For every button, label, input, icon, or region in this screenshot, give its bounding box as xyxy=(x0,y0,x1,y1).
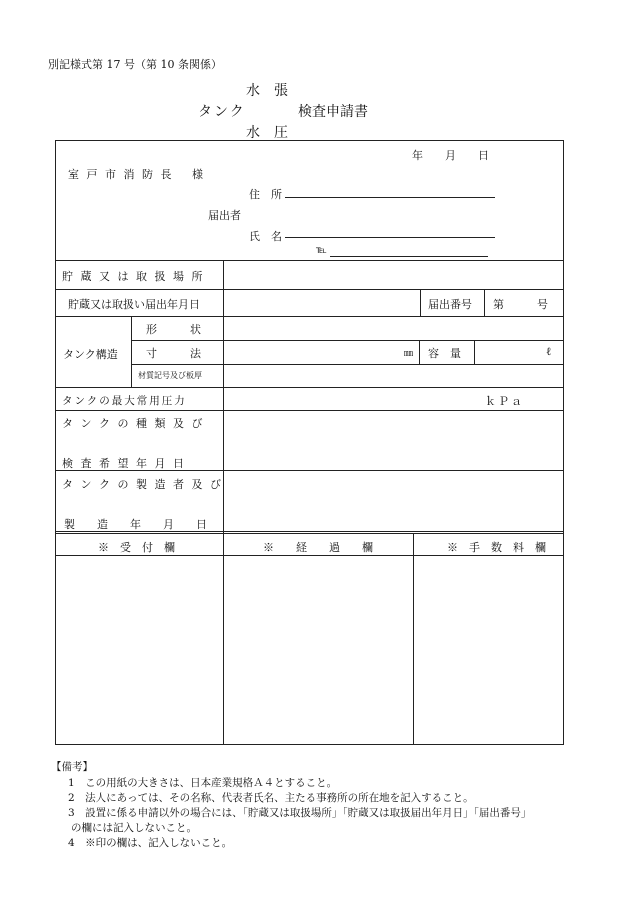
tank-type-label: タ ン ク の 種 類 及 び xyxy=(62,417,205,430)
title-water-pressure: 水 圧 xyxy=(246,125,288,141)
note-3: 3 設置に係る申請以外の場合には、「貯蔵又は取扱場所」「貯蔵又は取扱届出年月日」「届出番号」 xyxy=(68,807,532,819)
note-4: 4 ※印の欄は、記入しないこと。 xyxy=(68,837,233,849)
fee-header: ※ 手 数 料 欄 xyxy=(447,541,546,554)
storage-date-field[interactable] xyxy=(224,290,419,316)
shape-field[interactable] xyxy=(224,317,563,340)
form-reference: 別記様式第 17 号（第 10 条関係） xyxy=(48,58,222,71)
title-water-fill: 水 張 xyxy=(246,83,288,99)
progress-header: ※ 経 過 欄 xyxy=(263,541,373,554)
reception-header: ※ 受 付 欄 xyxy=(98,541,175,554)
inspection-date-label: 検 査 希 望 年 月 日 xyxy=(62,457,186,470)
date-line: 年 月 日 xyxy=(412,149,489,162)
note-1: 1 この用紙の大きさは、日本産業規格Ａ４とすること。 xyxy=(68,777,338,789)
address-field[interactable] xyxy=(285,197,495,198)
filing-number-label: 届出番号 xyxy=(428,298,472,311)
name-label: 氏 名 xyxy=(249,230,282,243)
addressee: 室 戸 市 消 防 長 様 xyxy=(68,168,205,181)
tank-type-field[interactable] xyxy=(224,411,563,470)
capacity-label: 容 量 xyxy=(428,347,461,360)
material-field[interactable] xyxy=(224,365,563,387)
material-label: 材質記号及び板厚 xyxy=(138,371,202,380)
title-tank: タンク xyxy=(198,104,246,120)
dimension-label: 寸 法 xyxy=(146,347,201,360)
storage-date-label: 貯蔵又は取扱い届出年月日 xyxy=(68,298,200,311)
storage-place-label: 貯 蔵 又 は 取 扱 場 所 xyxy=(62,270,205,283)
storage-place-field[interactable] xyxy=(224,261,563,289)
tank-structure-label: タンク構造 xyxy=(63,348,118,361)
capacity-unit: ℓ xyxy=(546,345,552,358)
dimension-unit: ㎜ xyxy=(404,349,414,359)
name-field[interactable] xyxy=(285,237,495,238)
note-3-continued: の欄には記入しないこと。 xyxy=(71,822,197,834)
tel-field[interactable] xyxy=(330,256,488,257)
max-pressure-label: タンクの最大常用圧力 xyxy=(62,395,187,407)
address-label: 住 所 xyxy=(249,188,282,201)
shape-label: 形 状 xyxy=(146,323,201,336)
notes-heading: 【備考】 xyxy=(51,761,93,773)
manufacturer-label: タ ン ク の 製 造 者 及 び xyxy=(62,478,223,491)
pressure-unit: ｋＰａ xyxy=(485,395,524,408)
applicant-label: 届出者 xyxy=(208,209,241,222)
note-2: 2 法人にあっては、その名称、代表者氏名、主たる事務所の所在地を記入すること。 xyxy=(68,792,474,804)
title-inspection-application: 検査申請書 xyxy=(298,104,368,120)
manufacturer-field[interactable] xyxy=(224,471,563,531)
tel-label: ℡ xyxy=(316,245,327,256)
filing-number-field[interactable]: 第 号 xyxy=(493,298,548,311)
manufacture-date-label: 製 造 年 月 日 xyxy=(64,518,207,531)
